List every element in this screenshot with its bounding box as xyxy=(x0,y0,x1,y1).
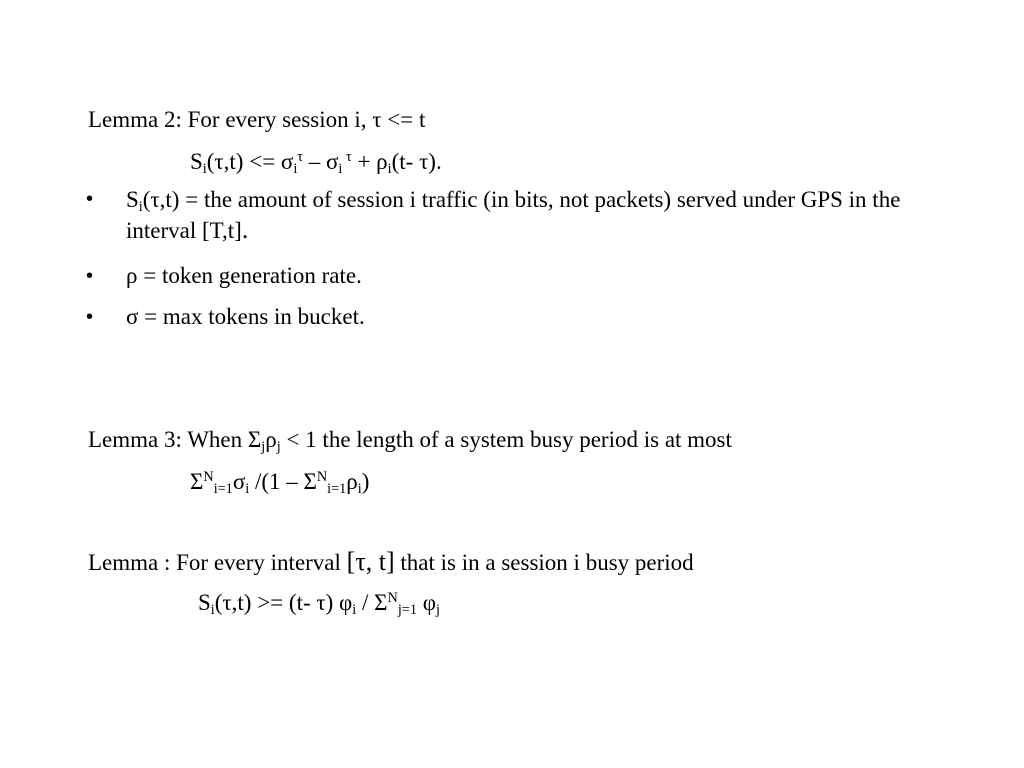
lemma-2-formula: $S_i(\tau,t) <= \sigma_i^\tau - \sigma_i$ $^\tau + \rho_i(t-$ τ). xyxy=(190,149,442,177)
lemma-3-title: Lemma 3: When $\Sigma_j\rho_j < 1$ the length of a system busy period is at most xyxy=(88,427,732,455)
bullet-rho-definition: ρ = token generation rate. xyxy=(126,263,362,288)
bullet-sigma-definition: σ = max tokens in bucket. xyxy=(126,304,365,329)
lemma-interval-formula: $S_i(\tau,t) >= (t-$ τ) $\varphi_i / \Sigma^N_{j=1}$ $\varphi_j$ xyxy=(198,590,440,618)
lemma-3-formula: $\Sigma^N_{i=1}\sigma_i$ $/(1 - \Sigma^N_{i=1}\rho_i)$ xyxy=(190,469,370,497)
bullet-marker: • xyxy=(86,306,94,328)
lemma-2-title: Lemma 2: For every session i, τ <= t xyxy=(88,107,426,132)
bullet-marker: • xyxy=(86,188,94,210)
lemma-interval-title: Lemma : For every interval [τ, t] that is in a session i busy period xyxy=(88,547,694,576)
bullet-service-definition: $S_i(\tau,t)$ = the amount of session i traffic (in bits, not packets) served under GPS in the interval [T,t]. xyxy=(126,187,901,244)
bullet-marker: • xyxy=(86,265,94,287)
